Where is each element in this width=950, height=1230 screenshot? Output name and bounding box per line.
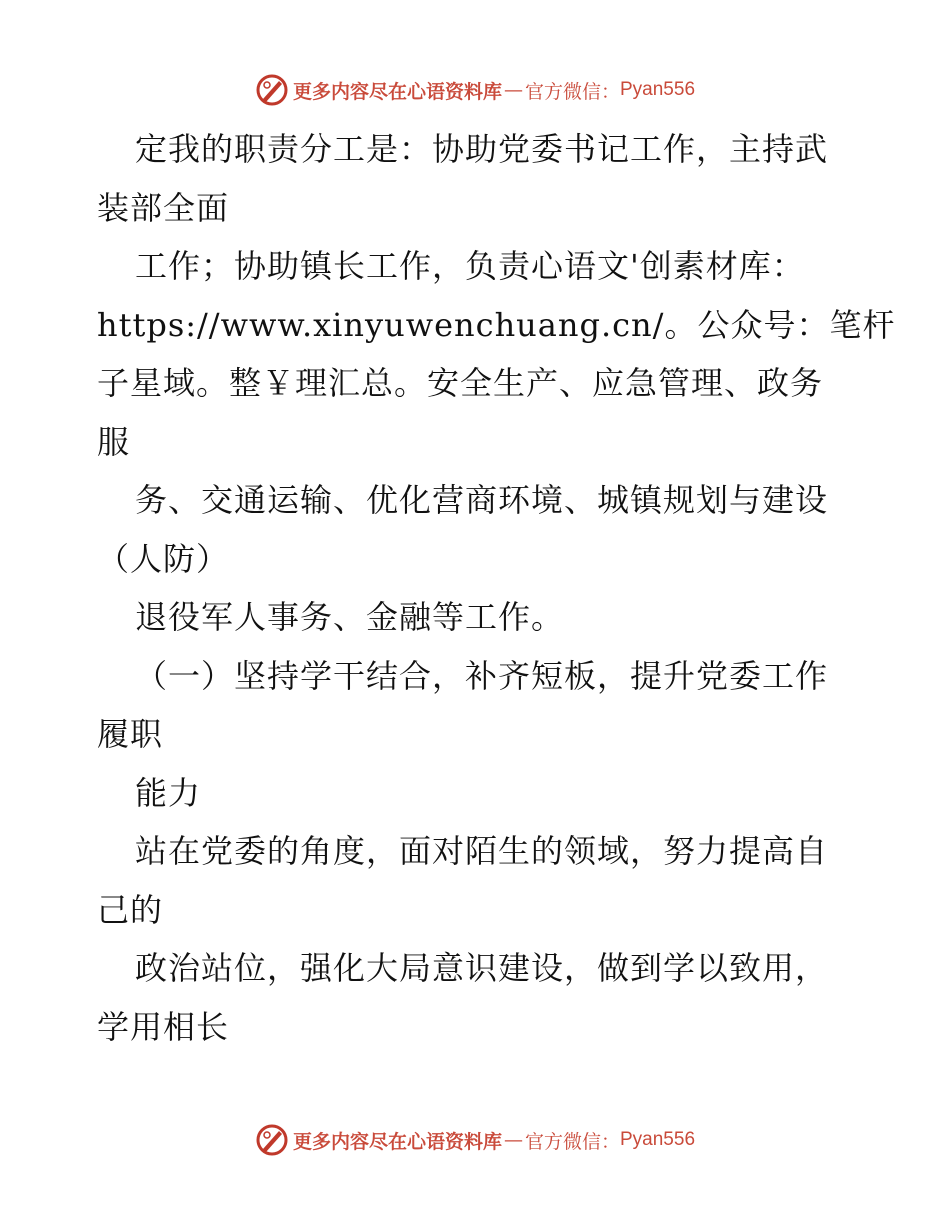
body-line: 务、交通运输、优化营商环境、城镇规划与建设 xyxy=(135,481,829,519)
footer-wechat-label: 官方微信： xyxy=(524,1130,620,1153)
body-line: 政治站位，强化大局意识建设，做到学以致用， xyxy=(135,949,829,987)
pen-logo-icon xyxy=(255,1123,289,1157)
body-line: 己的 xyxy=(97,890,164,929)
header-wechat-id: Pyan556 xyxy=(620,79,696,100)
body-line: 子星域。整￥理汇总。安全生产、应急管理、政务 xyxy=(97,364,824,402)
body-line: 能力 xyxy=(135,773,202,812)
body-line: 履职 xyxy=(97,715,164,753)
body-line: 学用相长 xyxy=(97,1007,230,1046)
body-line: （人防） xyxy=(97,539,230,578)
header-banner xyxy=(0,70,950,110)
body-line: （一）坚持学干结合，补齐短板，提升党委工作 xyxy=(135,656,829,695)
footer-banner xyxy=(0,1120,950,1160)
footer-brand-text: 更多内容尽在心语资料库 xyxy=(292,1130,502,1153)
pen-logo-icon xyxy=(255,73,289,107)
body-line: https://www.xinyuwenchuang.cn/。公众号：笔杆 xyxy=(97,305,896,344)
body-line: 装部全面 xyxy=(97,188,230,227)
body-line: 站在党委的角度，面对陌生的领域，努力提高自 xyxy=(135,832,829,870)
body-line: 服 xyxy=(97,422,131,461)
header-wechat-label: 官方微信： xyxy=(524,80,620,103)
document-body xyxy=(97,120,896,1056)
body-line: 工作；协助镇长工作，负责心语文'创素材库： xyxy=(135,247,805,285)
footer-wechat-id: Pyan556 xyxy=(620,1129,696,1150)
body-line: 退役军人事务、金融等工作。 xyxy=(135,598,565,636)
header-separator: — xyxy=(503,79,523,101)
header-brand-text: 更多内容尽在心语资料库 xyxy=(292,80,502,103)
body-line: 定我的职责分工是：协助党委书记工作，主持武 xyxy=(135,130,829,168)
footer-separator: — xyxy=(503,1129,523,1151)
